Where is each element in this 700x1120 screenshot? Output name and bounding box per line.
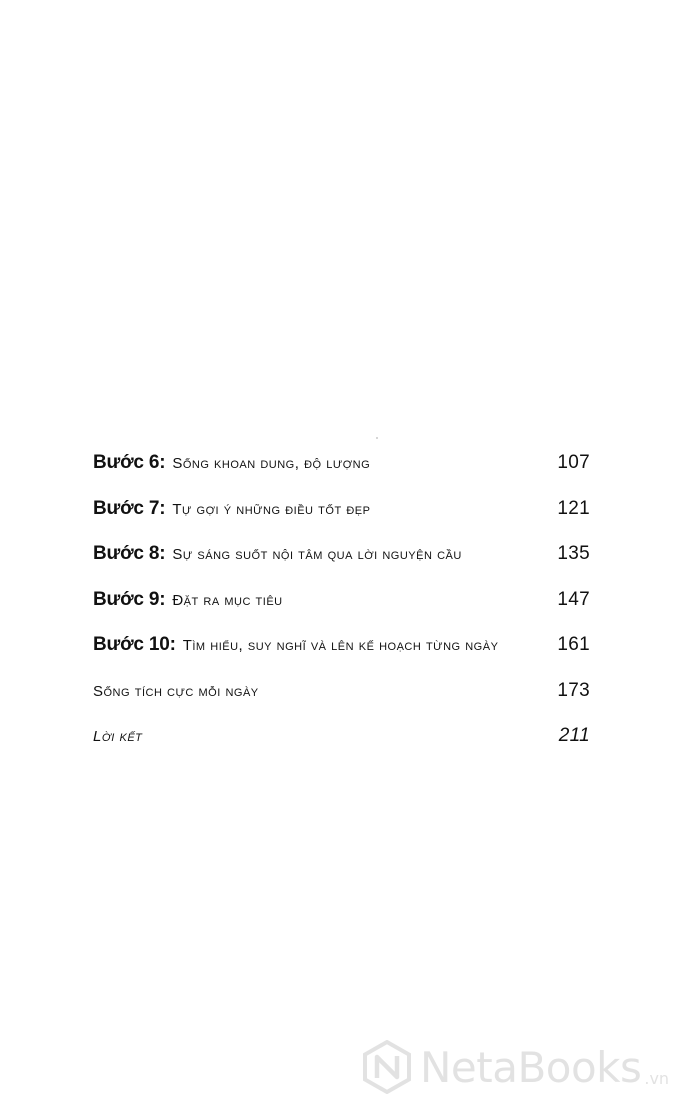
toc-row-step-9 [93,589,590,635]
entry-title: Đặt ra mục tiêu [172,591,283,609]
toc-row-epilogue [93,725,590,771]
page-number: 161 [557,634,590,655]
toc-row-step-8 [93,543,590,589]
toc-row-step-7 [93,498,590,544]
step-label: Bước 9: [93,588,166,610]
page-number: 211 [558,725,590,746]
entry-title: Sống tích cực mỗi ngày [93,682,259,700]
toc-entry [93,498,370,520]
toc-entry [93,452,370,474]
toc-row-daily [93,680,590,726]
watermark-brand: NetaBooks [420,1042,642,1092]
watermark [362,1040,669,1094]
page-number: 135 [557,543,590,564]
entry-title: Lời kết [93,728,143,745]
page-number: 173 [557,679,590,701]
toc-entry [93,543,462,565]
netabooks-logo-icon [362,1040,412,1094]
toc-row-step-6 [93,452,590,498]
step-label: Bước 10: [93,634,176,655]
entry-title: Tự gợi ý những điều tốt đẹp [172,500,371,518]
step-label: Bước 6: [93,452,166,473]
table-of-contents [93,452,590,771]
toc-entry [93,634,498,656]
entry-title: Sống khoan dung, độ lượng [172,455,371,472]
entry-title: Sự sáng suốt nội tâm qua lời nguyện cầu [172,546,462,563]
toc-entry [93,728,142,745]
step-label: Bước 7: [93,497,166,519]
toc-entry [93,589,283,611]
toc-row-step-10 [93,634,590,680]
step-label: Bước 8: [93,543,166,564]
entry-title: Tìm hiểu, suy nghĩ và lên kế hoạch từng ngày [182,637,499,654]
page-number: 121 [557,497,590,519]
toc-entry [93,683,259,700]
page-number: 107 [557,452,590,473]
page-number: 147 [557,588,590,610]
paper-speck [376,437,378,439]
watermark-suffix: .vn [644,1069,670,1088]
